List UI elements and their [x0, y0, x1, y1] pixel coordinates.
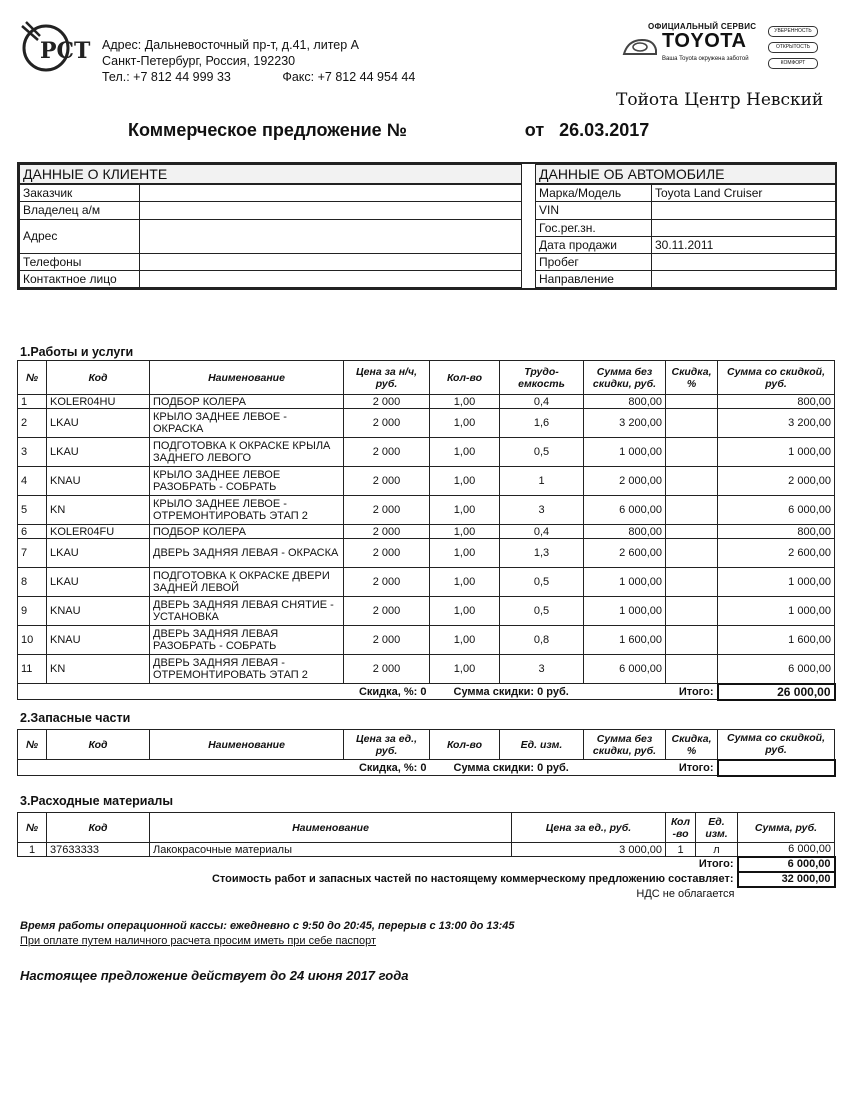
client-label-phones: Телефоны: [20, 253, 140, 270]
parts-section-title: 2.Запасные части: [20, 711, 131, 725]
brand-kicker: ОФИЦИАЛЬНЫЙ СЕРВИС: [648, 22, 757, 31]
cell-name: Лакокрасочные материалы: [150, 843, 512, 857]
table-row: [18, 467, 835, 496]
cell-labor: 1,3: [500, 539, 584, 568]
cell-qty: 1,00: [430, 438, 500, 467]
grand-total: 32 000,00: [738, 872, 835, 887]
cell-code: LKAU: [47, 539, 150, 568]
parts-col-num: №: [18, 730, 47, 760]
car-value-direction: [652, 270, 836, 287]
cash-hours: Время работы операционной кассы: ежедневно с 9:50 до 20:45, перерыв с 13:00 до 13:45: [20, 920, 515, 932]
cell-qty: 1,00: [430, 597, 500, 626]
parts-total: [718, 760, 835, 776]
client-heading: ДАННЫЕ О КЛИЕНТЕ: [20, 165, 522, 185]
materials-col-name: Наименование: [150, 813, 512, 843]
toyota-car-icon: [622, 34, 658, 60]
materials-total-label: Итого:: [18, 857, 738, 872]
car-label-plate: Гос.рег.зн.: [536, 219, 652, 236]
cell-discount: [666, 438, 718, 467]
fax: Факс: +7 812 44 954 44: [282, 70, 416, 84]
table-row: [18, 626, 835, 655]
parts-col-name: Наименование: [150, 730, 344, 760]
table-row: [18, 655, 835, 684]
works-col-num: №: [18, 361, 47, 395]
cell-code: LKAU: [47, 409, 150, 438]
cell-labor: 1: [500, 467, 584, 496]
car-label-sale-date: Дата продажи: [536, 236, 652, 253]
cell-sum: 1 600,00: [584, 626, 666, 655]
brand-pill-1: УВЕРЕННОСТЬ: [768, 26, 818, 37]
cell-sum-discounted: 800,00: [718, 395, 835, 409]
cell-price: 2 000: [344, 655, 430, 684]
cell-code: KNAU: [47, 626, 150, 655]
cell-price: 2 000: [344, 597, 430, 626]
client-label-address: Адрес: [20, 219, 140, 253]
cell-price: 2 000: [344, 395, 430, 409]
cell-name: ПОДБОР КОЛЕРА: [150, 525, 344, 539]
parts-discount: Скидка, %: 0: [18, 760, 430, 776]
cell-code: KN: [47, 496, 150, 525]
table-row: [18, 597, 835, 626]
cell-sum-discounted: 1 000,00: [718, 597, 835, 626]
parts-col-code: Код: [47, 730, 150, 760]
cell-qty: 1,00: [430, 539, 500, 568]
cell-num: 1: [18, 843, 47, 857]
cell-num: 10: [18, 626, 47, 655]
car-value-sale-date: 30.11.2011: [652, 236, 836, 253]
cell-discount: [666, 467, 718, 496]
cell-num: 6: [18, 525, 47, 539]
cell-sum: 6 000,00: [738, 843, 835, 857]
table-row: [18, 395, 835, 409]
cell-price: 2 000: [344, 496, 430, 525]
brand-name: TOYOTA: [662, 30, 747, 52]
works-total: 26 000,00: [718, 684, 835, 700]
client-label-customer: Заказчик: [20, 184, 140, 202]
grand-total-label: Стоимость работ и запасных частей по настоящему коммерческому предложению составляет:: [211, 873, 734, 885]
brand-slogan: Ваша Toyota окружена заботой: [662, 56, 749, 62]
client-value-owner: [140, 202, 522, 219]
materials-col-sum: Сумма, руб.: [738, 813, 835, 843]
gost-logo-text: РСТ: [40, 38, 91, 64]
cell-sum: 3 200,00: [584, 409, 666, 438]
cell-sum: 800,00: [584, 525, 666, 539]
cell-labor: 3: [500, 496, 584, 525]
cell-labor: 0,5: [500, 568, 584, 597]
cell-name: ПОДБОР КОЛЕРА: [150, 395, 344, 409]
cell-num: 5: [18, 496, 47, 525]
parts-col-unit: Ед. изм.: [500, 730, 584, 760]
cell-qty: 1,00: [430, 655, 500, 684]
vat-note: НДС не облагается: [636, 888, 735, 900]
table-row: [18, 539, 835, 568]
materials-col-price: Цена за ед., руб.: [512, 813, 666, 843]
table-row: [18, 843, 835, 857]
parts-col-sum-discounted: Сумма со скидкой, руб.: [718, 730, 835, 760]
address-line-1: Адрес: Дальневосточный пр-т, д.41, литер А: [102, 38, 359, 52]
cell-num: 8: [18, 568, 47, 597]
cell-discount: [666, 525, 718, 539]
works-table: [17, 360, 836, 701]
cell-name: ДВЕРЬ ЗАДНЯЯ ЛЕВАЯ СНЯТИЕ - УСТАНОВКА: [150, 597, 344, 626]
cell-qty: 1,00: [430, 395, 500, 409]
materials-col-qty: Кол -во: [666, 813, 696, 843]
cell-num: 4: [18, 467, 47, 496]
cell-discount: [666, 568, 718, 597]
works-col-sum-discounted: Сумма со скидкой, руб.: [718, 361, 835, 395]
phone: Тел.: +7 812 44 999 33: [102, 70, 231, 84]
cell-name: КРЫЛО ЗАДНЕЕ ЛЕВОЕ РАЗОБРАТЬ - СОБРАТЬ: [150, 467, 344, 496]
gost-certification-logo: [18, 18, 91, 74]
client-value-customer: [140, 184, 522, 202]
cell-sum: 1 000,00: [584, 568, 666, 597]
cell-sum: 6 000,00: [584, 655, 666, 684]
cell-qty: 1,00: [430, 525, 500, 539]
works-summary-row: [18, 684, 835, 700]
cell-discount: [666, 395, 718, 409]
cell-price: 2 000: [344, 409, 430, 438]
cell-labor: 0,4: [500, 525, 584, 539]
works-body: [18, 395, 835, 684]
client-value-phones: [140, 253, 522, 270]
cell-qty: 1,00: [430, 568, 500, 597]
materials-total: 6 000,00: [738, 857, 835, 872]
table-row: [18, 438, 835, 467]
cell-num: 9: [18, 597, 47, 626]
vat-row: [18, 887, 835, 902]
works-col-labor: Трудо-емкость: [500, 361, 584, 395]
parts-col-qty: Кол-во: [430, 730, 500, 760]
works-col-qty: Кол-во: [430, 361, 500, 395]
works-col-sum: Сумма без скидки, руб.: [584, 361, 666, 395]
toyota-service-logo: [618, 22, 818, 74]
table-row: [18, 496, 835, 525]
grand-total-row: [18, 872, 835, 887]
parts-discount-sum: Сумма скидки: 0 руб.: [430, 760, 584, 776]
parts-summary-row: [18, 760, 835, 776]
works-discount: Скидка, %: 0: [18, 684, 430, 700]
cell-discount: [666, 655, 718, 684]
parts-col-price: Цена за ед., руб.: [344, 730, 430, 760]
works-col-name: Наименование: [150, 361, 344, 395]
offer-title-line: [128, 120, 649, 141]
cell-sum-discounted: 6 000,00: [718, 496, 835, 525]
cell-num: 2: [18, 409, 47, 438]
offer-validity: Настоящее предложение действует до 24 июня 2017 года: [20, 968, 409, 983]
cell-name: ПОДГОТОВКА К ОКРАСКЕ КРЫЛА ЗАДНЕГО ЛЕВОГО: [150, 438, 344, 467]
offer-title: Коммерческое предложение №: [128, 120, 407, 140]
passport-note: При оплате путем наличного расчета просим иметь при себе паспорт: [20, 935, 377, 947]
cell-code: KNAU: [47, 467, 150, 496]
cell-labor: 0,5: [500, 597, 584, 626]
cell-price: 2 000: [344, 626, 430, 655]
cell-discount: [666, 597, 718, 626]
car-value-model: Toyota Land Cruiser: [652, 184, 836, 202]
cell-num: 7: [18, 539, 47, 568]
cell-code: KOLER04HU: [47, 395, 150, 409]
cell-price: 2 000: [344, 568, 430, 597]
cell-sum: 1 000,00: [584, 597, 666, 626]
works-total-label: Итого:: [584, 684, 718, 700]
cell-sum-discounted: 2 600,00: [718, 539, 835, 568]
cell-name: КРЫЛО ЗАДНЕЕ ЛЕВОЕ - ОКРАСКА: [150, 409, 344, 438]
materials-table: [17, 812, 836, 902]
offer-date: 26.03.2017: [559, 120, 650, 140]
car-value-vin: [652, 202, 836, 219]
cell-name: ДВЕРЬ ЗАДНЯЯ ЛЕВАЯ РАЗОБРАТЬ - СОБРАТЬ: [150, 626, 344, 655]
cell-unit: л: [696, 843, 738, 857]
cell-labor: 1,6: [500, 409, 584, 438]
car-value-plate: [652, 219, 836, 236]
cell-labor: 0,5: [500, 438, 584, 467]
cell-name: ПОДГОТОВКА К ОКРАСКЕ ДВЕРИ ЗАДНЕЙ ЛЕВОЙ: [150, 568, 344, 597]
cell-code: LKAU: [47, 438, 150, 467]
client-car-table: [19, 164, 836, 288]
works-section-title: 1.Работы и услуги: [20, 345, 134, 359]
materials-col-code: Код: [47, 813, 150, 843]
cell-num: 1: [18, 395, 47, 409]
cell-qty: 1,00: [430, 467, 500, 496]
cell-sum: 2 000,00: [584, 467, 666, 496]
cell-sum: 6 000,00: [584, 496, 666, 525]
cell-sum-discounted: 6 000,00: [718, 655, 835, 684]
cell-name: ДВЕРЬ ЗАДНЯЯ ЛЕВАЯ - ОКРАСКА: [150, 539, 344, 568]
cell-discount: [666, 626, 718, 655]
materials-section-title: 3.Расходные материалы: [20, 794, 174, 808]
cell-num: 3: [18, 438, 47, 467]
cell-qty: 1: [666, 843, 696, 857]
cell-name: КРЫЛО ЗАДНЕЕ ЛЕВОЕ - ОТРЕМОНТИРОВАТЬ ЭТАП 2: [150, 496, 344, 525]
materials-col-num: №: [18, 813, 47, 843]
cell-sum-discounted: 1 000,00: [718, 438, 835, 467]
cell-sum-discounted: 1 000,00: [718, 568, 835, 597]
cell-sum: 800,00: [584, 395, 666, 409]
parts-header-row: [18, 730, 835, 760]
table-row: [18, 568, 835, 597]
works-header-row: [18, 361, 835, 395]
car-value-mileage: [652, 253, 836, 270]
parts-table: [17, 729, 836, 777]
cell-code: KNAU: [47, 597, 150, 626]
cell-code: LKAU: [47, 568, 150, 597]
cell-price: 2 000: [344, 539, 430, 568]
cell-price: 2 000: [344, 525, 430, 539]
works-col-discount: Скидка, %: [666, 361, 718, 395]
cell-labor: 3: [500, 655, 584, 684]
materials-total-row: [18, 857, 835, 872]
cell-num: 11: [18, 655, 47, 684]
cell-code: KOLER04FU: [47, 525, 150, 539]
offer-from: от: [524, 120, 545, 140]
cell-qty: 1,00: [430, 626, 500, 655]
car-label-mileage: Пробег: [536, 253, 652, 270]
cell-sum: 1 000,00: [584, 438, 666, 467]
brand-pill-3: КОМФОРТ: [768, 58, 818, 69]
cell-code: 37633333: [47, 843, 150, 857]
cell-price: 2 000: [344, 467, 430, 496]
cell-sum-discounted: 800,00: [718, 525, 835, 539]
cell-sum-discounted: 1 600,00: [718, 626, 835, 655]
dealer-name: Тойота Центр Невский: [616, 90, 824, 110]
cell-discount: [666, 539, 718, 568]
car-label-model: Марка/Модель: [536, 184, 652, 202]
brand-pill-2: ОТКРЫТОСТЬ: [768, 42, 818, 53]
cell-sum-discounted: 3 200,00: [718, 409, 835, 438]
cell-name: ДВЕРЬ ЗАДНЯЯ ЛЕВАЯ - ОТРЕМОНТИРОВАТЬ ЭТАП 2: [150, 655, 344, 684]
table-row: [18, 525, 835, 539]
cell-qty: 1,00: [430, 496, 500, 525]
parts-col-discount: Скидка, %: [666, 730, 718, 760]
works-discount-sum: Сумма скидки: 0 руб.: [430, 684, 584, 700]
cell-labor: 0,8: [500, 626, 584, 655]
cell-discount: [666, 496, 718, 525]
cell-sum: 2 600,00: [584, 539, 666, 568]
address-line-2: Санкт-Петербург, Россия, 192230: [102, 54, 296, 68]
client-value-contact: [140, 270, 522, 287]
car-heading: ДАННЫЕ ОБ АВТОМОБИЛЕ: [536, 165, 836, 185]
parts-total-label: Итого:: [584, 760, 718, 776]
dealer-contacts: [102, 37, 415, 85]
cell-labor: 0,4: [500, 395, 584, 409]
parts-col-sum: Сумма без скидки, руб.: [584, 730, 666, 760]
cell-code: KN: [47, 655, 150, 684]
materials-col-unit: Ед. изм.: [696, 813, 738, 843]
client-value-address: [140, 219, 522, 253]
client-label-contact: Контактное лицо: [20, 270, 140, 287]
cell-qty: 1,00: [430, 409, 500, 438]
cell-price: 2 000: [344, 438, 430, 467]
car-label-vin: VIN: [536, 202, 652, 219]
table-row: [18, 409, 835, 438]
works-col-code: Код: [47, 361, 150, 395]
client-label-owner: Владелец а/м: [20, 202, 140, 219]
cell-price: 3 000,00: [512, 843, 666, 857]
cell-discount: [666, 409, 718, 438]
works-col-price: Цена за н/ч, руб.: [344, 361, 430, 395]
materials-header-row: [18, 813, 835, 843]
car-label-direction: Направление: [536, 270, 652, 287]
cell-sum-discounted: 2 000,00: [718, 467, 835, 496]
client-car-block: [17, 162, 837, 290]
